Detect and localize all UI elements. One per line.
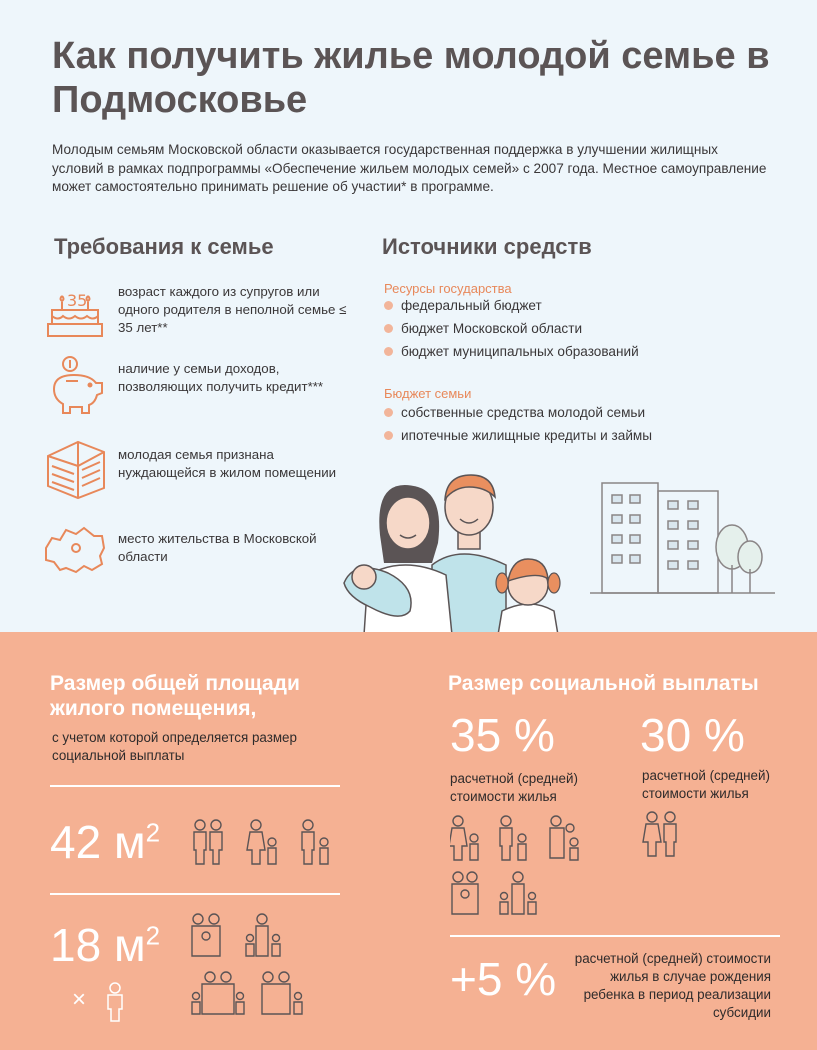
parent-child-icon: [247, 820, 276, 864]
page-title: Как получить жилье молодой семье в Подмосковье: [52, 35, 770, 121]
divider: [450, 935, 780, 937]
list-item: собственные средства молодой семьи: [384, 405, 645, 420]
parent-child-icon: [450, 816, 478, 860]
area-heading-line1: Размер общей площади: [50, 672, 300, 695]
family-illustration: [340, 465, 780, 640]
sources-group-family-title: Бюджет семьи: [384, 386, 472, 401]
couple-icon: [642, 810, 682, 863]
requirement-income-text: наличие у семьи доходов, позволяющих получить кредит***: [118, 361, 324, 394]
list-item: бюджет муниципальных образований: [384, 344, 639, 359]
payment-35-text: расчетной (средней) стоимости жилья: [450, 771, 578, 804]
family-icons-row2: [190, 912, 340, 1027]
family-icons-row1: [192, 818, 342, 873]
building-icon: [40, 436, 110, 500]
divider: [50, 893, 340, 895]
parent-child-icon: [500, 816, 526, 860]
payment-35-value: 35 %: [450, 709, 555, 761]
payment-plus5-text: расчетной (средней) стоимости жилья в случае рождения ребенка в период реализации субсидии: [574, 951, 771, 1020]
large-family-icon: [192, 972, 244, 1014]
family-icon: [246, 914, 280, 956]
parent-child-icon: [302, 820, 328, 864]
couple-icon: [194, 820, 222, 864]
family-icons-35: [450, 814, 590, 929]
sources-group-state-title: Ресурсы государства: [384, 281, 512, 296]
tree-icon: [716, 525, 762, 593]
area-42-value: 42 $м^2$: [50, 816, 161, 868]
intro-text: Молодым семьям Московской области оказывается государственная поддержка в улучшении жилищных условий в рамках подпрограммы «Обеспечение жильем молодых семей» с 2007 года. Местное самоуправление может самостоятельно принимать решение об участии* в программе.: [52, 142, 767, 194]
family-icon: [500, 872, 536, 914]
region-map-icon: [40, 518, 110, 578]
list-item: ипотечные жилищные кредиты и займы: [384, 428, 652, 443]
family-icon: [192, 914, 220, 956]
piggy-bank-icon: [40, 355, 110, 417]
family-icon: [452, 872, 478, 914]
payment-30-value: 30 %: [640, 709, 745, 761]
payment-heading: Размер социальной выплаты: [448, 672, 759, 695]
sources-heading: Источники средств: [382, 234, 592, 259]
woman-figure: [344, 485, 452, 635]
requirement-age-text: возраст каждого из супругов или одного родителя в неполной семье ≤ 35 лет**: [118, 284, 347, 335]
payment-30-text: расчетной (средней) стоимости жилья: [642, 768, 770, 801]
area-heading-line2: жилого помещения,: [50, 697, 257, 720]
requirement-housing-text: молодая семья признана нуждающейся в жилом помещении: [118, 447, 337, 480]
cake-icon: [40, 280, 110, 340]
payment-plus5-value: +5 %: [450, 953, 557, 1005]
family-icon: [550, 816, 578, 860]
family-icon: [262, 972, 302, 1014]
cake-number: 35: [67, 291, 88, 310]
divider: [50, 785, 340, 787]
person-icon: [104, 982, 126, 1027]
area-18-value: 18 $м^2$: [50, 919, 161, 971]
multiplier-sign: ×: [72, 986, 87, 1013]
list-item: бюджет Московской области: [384, 321, 582, 336]
list-item: федеральный бюджет: [384, 298, 542, 313]
requirements-heading: Требования к семье: [54, 234, 274, 259]
requirement-residence-text: место жительства в Московской области: [118, 531, 317, 564]
area-subtitle: с учетом которой определяется размер социальной выплаты: [52, 730, 297, 763]
